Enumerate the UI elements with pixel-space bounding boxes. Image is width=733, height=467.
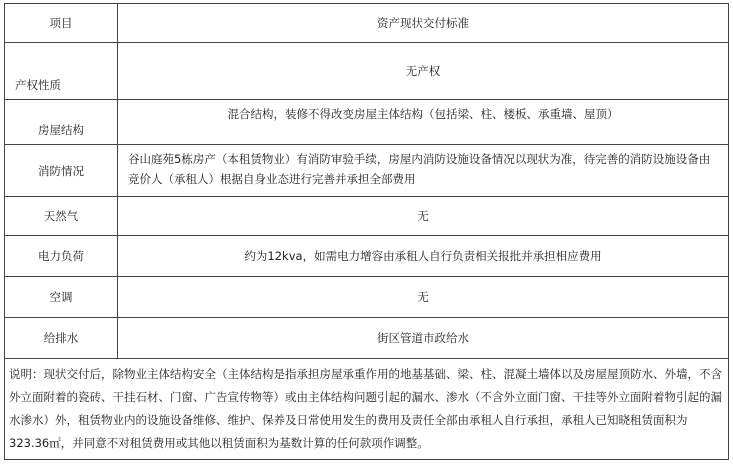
table-row — [5, 277, 729, 318]
row-label-water: 给排水 — [5, 318, 118, 359]
row-value-structure: 混合结构，装修不得改变房屋主体结构（包括梁、柱、楼板、承重墙、屋顶） — [118, 100, 729, 145]
header-item: 项目 — [5, 4, 118, 43]
table-header-row — [5, 4, 729, 43]
note-text: 说明：现状交付后，除物业主体结构安全（主体结构是指承担房屋承重作用的地基基础、梁、柱、混凝土墙体以及房屋屋顶防水、外墙，不含外立面附着的瓷砖、干挂石材、门窗、广告宣传物等）或由主体结构问题引起的漏水、渗水（不含外立面门窗、干挂等外立面附着物引起的漏水渗水）外，租赁物业内的设施设备维修、维护、保养及日常使用发生的费用及责任全部由承租人自行承担，承租人已知晓租赁面积为323.36㎡，并同意不对租赁费用或其他以租赁面积为基数计算的任何款项作调整。 — [5, 359, 729, 460]
table-row — [5, 318, 729, 359]
header-standard: 资产现状交付标准 — [118, 4, 729, 43]
row-label-gas: 天然气 — [5, 197, 118, 236]
row-value-water: 街区管道市政给水 — [118, 318, 729, 359]
row-label-property-nature: 产权性质 — [5, 43, 118, 100]
table-row — [5, 236, 729, 277]
table-row — [5, 145, 729, 197]
row-value-ac: 无 — [118, 277, 729, 318]
note-row — [5, 359, 729, 460]
row-value-gas: 无 — [118, 197, 729, 236]
row-label-structure: 房屋结构 — [5, 100, 118, 145]
row-label-power: 电力负荷 — [5, 236, 118, 277]
table-row — [5, 43, 729, 100]
row-value-power: 约为12kva，如需电力增容由承租人自行负责相关报批并承担相应费用 — [118, 236, 729, 277]
row-value-fire: 谷山庭苑5栋房产（本租赁物业）有消防审验手续，房屋内消防设施设备情况以现状为准，待完善的消防设施设备由竞价人（承租人）根据自身业态进行完善并承担全部费用 — [118, 145, 729, 197]
table-row — [5, 100, 729, 145]
row-value-property-nature: 无产权 — [118, 43, 729, 100]
table-row — [5, 197, 729, 236]
asset-delivery-table — [4, 3, 729, 460]
row-label-fire: 消防情况 — [5, 145, 118, 197]
row-label-ac: 空调 — [5, 277, 118, 318]
